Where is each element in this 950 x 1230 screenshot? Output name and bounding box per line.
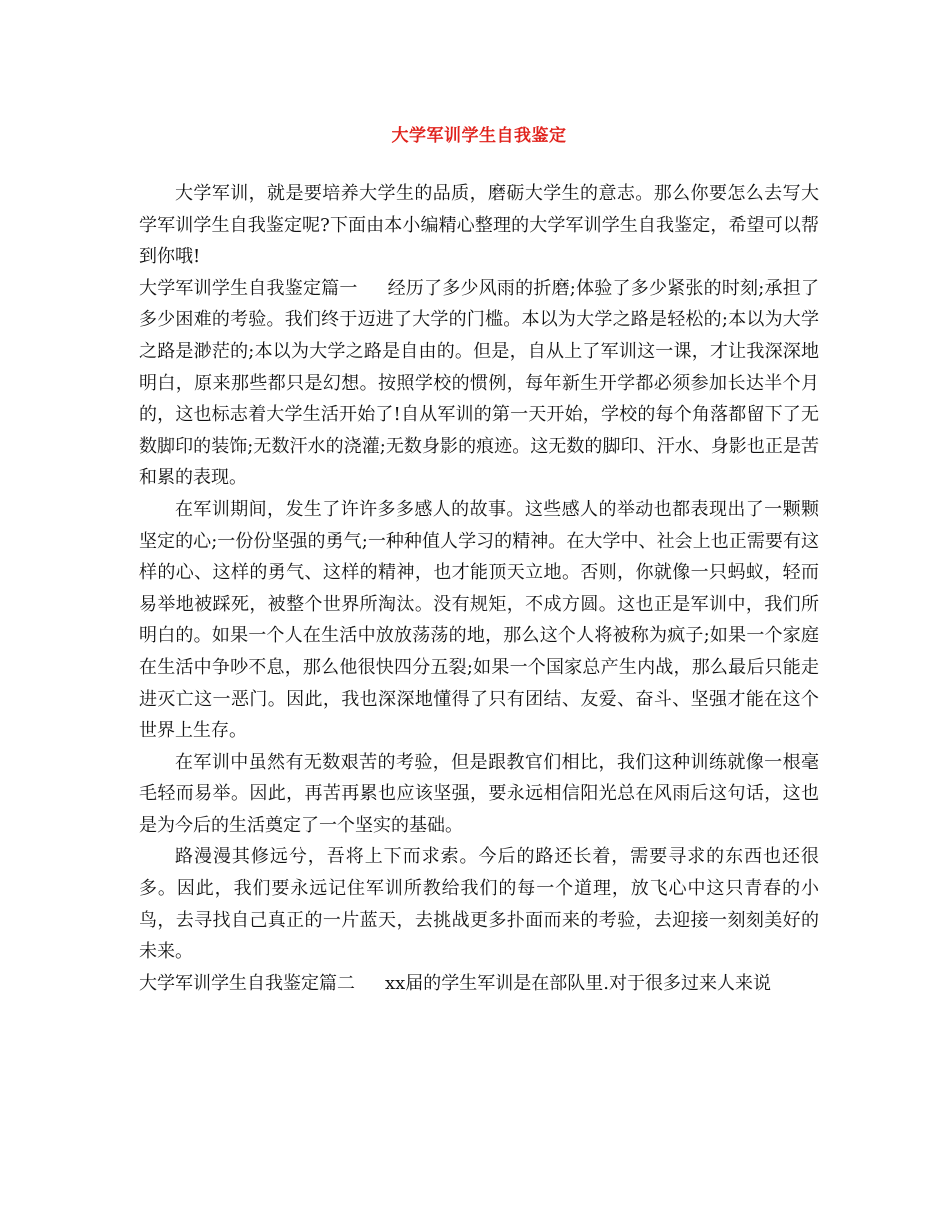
- intro-paragraph: 大学军训，就是要培养大学生的品质，磨砺大学生的意志。那么你要怎么去写大学军训学生自我鉴定呢?下面由本小编精心整理的大学军训学生自我鉴定，希望可以帮到你哦!: [139, 183, 819, 268]
- section1-label: 大学军训学生自我鉴定篇一: [139, 277, 358, 299]
- section1-paragraph4: 路漫漫其修远兮，吾将上下而求索。今后的路还长着，需要寻求的东西也还很多。因此，我们要永远记住军训所教给我们的每一个道理，放飞心中这只青春的小鸟，去寻找自己真正的一片蓝天，去挑战更多扑面而来的考验，去迎接一刻刻美好的未来。: [139, 846, 819, 963]
- document-page: [139, 118, 819, 999]
- document-title: 大学军训学生自我鉴定: [391, 126, 567, 146]
- section2-label: 大学军训学生自我鉴定篇二: [139, 972, 355, 994]
- section2-first-paragraph: [139, 968, 819, 1000]
- section2-paragraph1-text: xx届的学生军训是在部队里.对于很多过来人来说: [385, 972, 772, 994]
- section1-first-paragraph: [139, 273, 819, 494]
- section1-paragraph2: 在军训期间，发生了许许多多感人的故事。这些感人的举动也都表现出了一颗颗坚定的心;一份份坚强的勇气;一种种值人学习的精神。在大学中、社会上也正需要有这样的心、这样的勇气、这样的精神，也才能顶天立地。否则，你就像一只蚂蚁，轻而易举地被踩死，被整个世界所淘汰。没有规矩，不成方圆。这也正是军训中，我们所明白的。如果一个人在生活中放放荡荡的地，那么这个人将被称为疯子;如果一个家庭在生活中争吵不息，那么他很快四分五裂;如果一个国家总产生内战，那么最后只能走进灭亡这一恶门。因此，我也深深地懂得了只有团结、友爱、奋斗、坚强才能在这个世界上生存。: [139, 498, 819, 742]
- section1-paragraph1-text: 经历了多少风雨的折磨;体验了多少紧张的时刻;承担了多少困难的考验。我们终于迈进了大学的门槛。本以为大学之路是轻松的;本以为大学之路是渺茫的;本以为大学之路是自由的。但是，自从上了军训这一课，才让我深深地明白，原来那些都只是幻想。按照学校的惯例，每年新生开学都必须参加长达半个月的，这也标志着大学生活开始了!自从军训的第一天开始，学校的每个角落都留下了无数脚印的装饰;无数汗水的浇灌;无数身影的痕迹。这无数的脚印、汗水、身影也正是苦和累的表现。: [139, 277, 819, 489]
- section1-paragraph3: 在军训中虽然有无数艰苦的考验，但是跟教官们相比，我们这种训练就像一根毫毛轻而易举。因此，再苦再累也应该坚强，要永远相信阳光总在风雨后这句话，这也是为今后的生活奠定了一个坚实的基础。: [139, 751, 819, 836]
